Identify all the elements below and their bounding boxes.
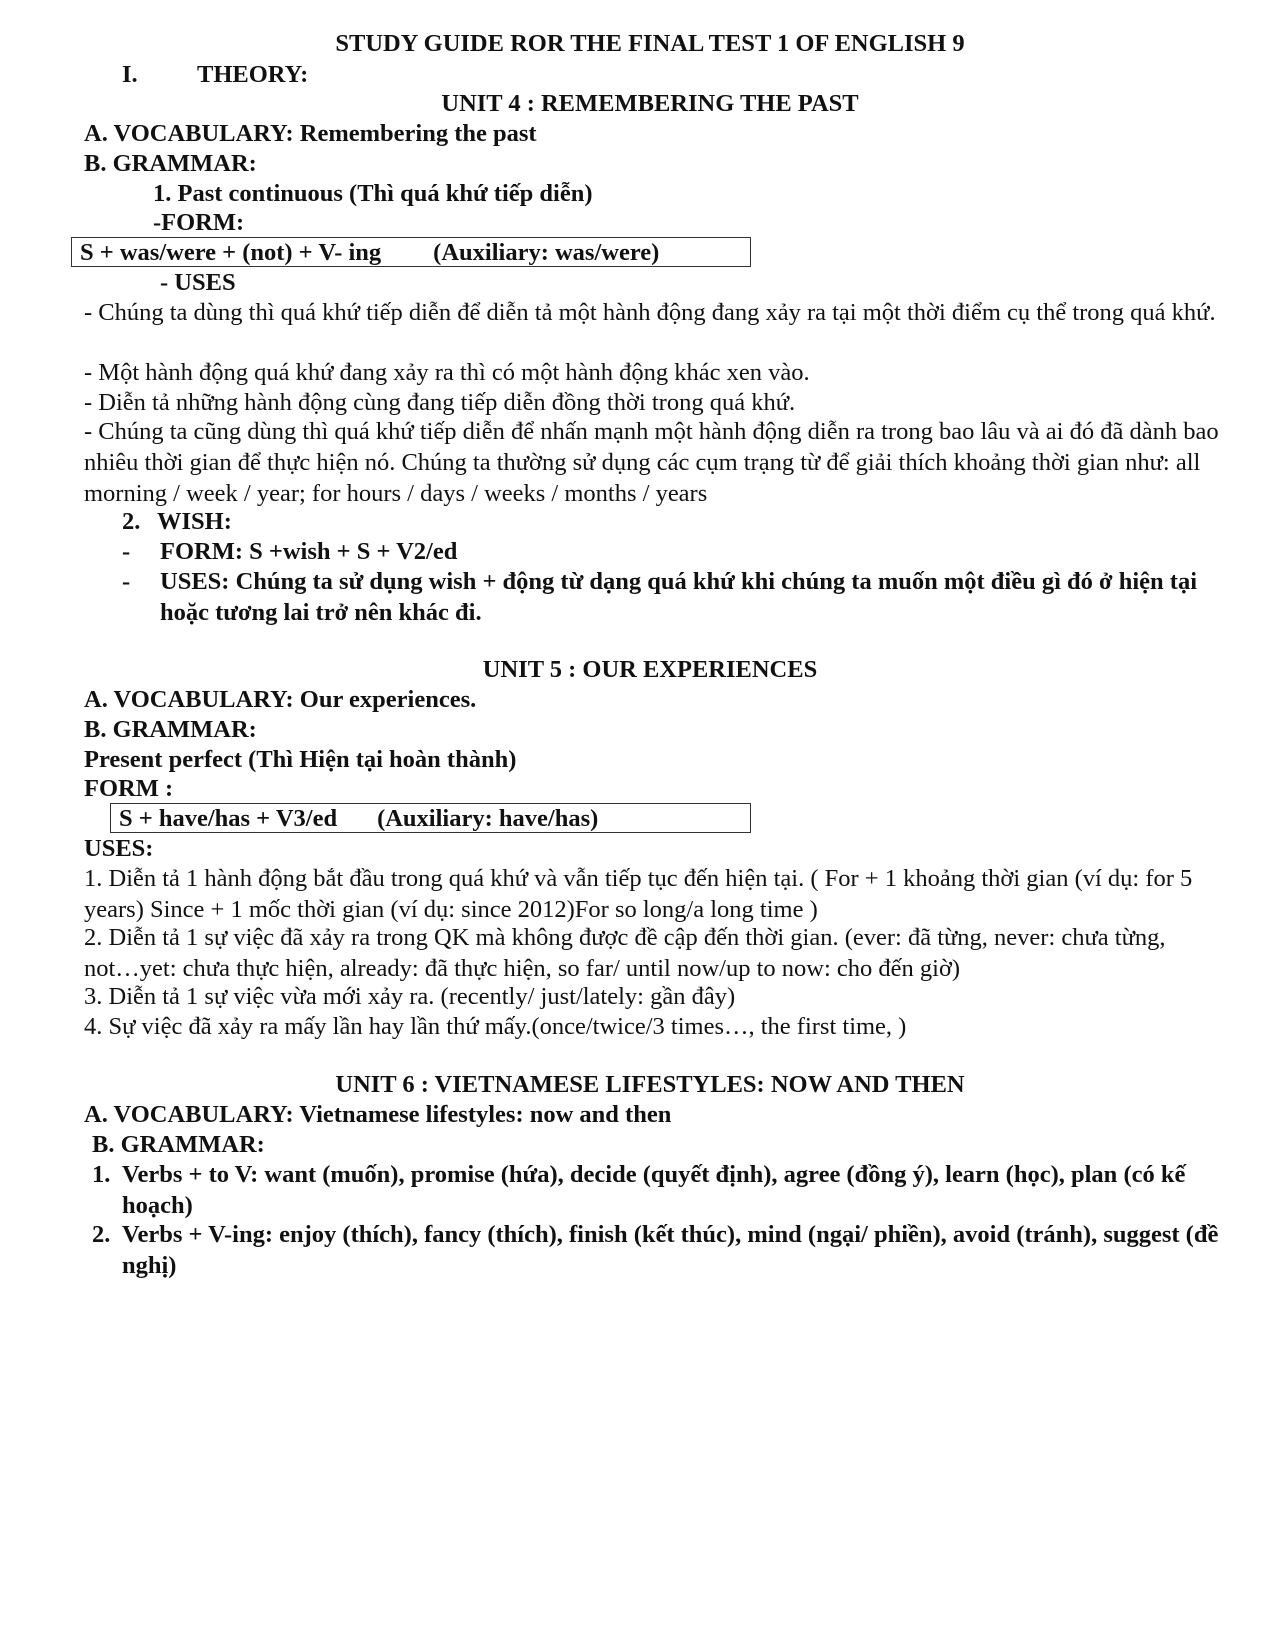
present-perfect-form-label: FORM :: [84, 775, 174, 802]
unit-6-grammar-label: B. GRAMMAR:: [92, 1131, 265, 1158]
present-perfect-formula: S + have/has + V3/ed: [119, 805, 338, 832]
past-continuous-auxiliary: (Auxiliary: was/were): [433, 239, 660, 266]
unit-6-heading: UNIT 6 : VIETNAMESE LIFESTYLES: NOW AND THEN: [335, 1071, 965, 1098]
section-label: THEORY:: [197, 61, 309, 88]
past-continuous-form-box: [71, 237, 751, 267]
present-perfect-use-3: 3. Diễn tả 1 sự việc vừa mới xảy ra. (recently/ just/lately: gần đây): [84, 983, 736, 1010]
present-perfect-use-4: 4. Sự việc đã xảy ra mấy lần hay lần thứ mấy.(once/twice/3 times…, the first time, ): [84, 1013, 907, 1040]
past-continuous-use-1: - Chúng ta dùng thì quá khứ tiếp diễn để diễn tả một hành động đang xảy ra tại một thời điểm cụ thể trong quá khứ.: [84, 299, 1216, 326]
past-continuous-formula: S + was/were + (not) + V- ing: [80, 239, 382, 266]
past-continuous-form-label: -FORM:: [153, 209, 245, 236]
document-title: STUDY GUIDE ROR THE FINAL TEST 1 OF ENGLISH 9: [335, 30, 965, 57]
verb-pattern-text: Verbs + to V: want (muốn), promise (hứa), decide (quyết định), agree (đồng ý), learn (học), plan (có kế hoạch): [122, 1161, 1186, 1219]
past-continuous-use-2: - Một hành động quá khứ đang xảy ra thì có một hành động khác xen vào.: [84, 359, 810, 386]
present-perfect-use-2: 2. Diễn tả 1 sự việc đã xảy ra trong QK mà không được đề cập đến thời gian. (ever: đã từng, never: chưa từng, not…yet: chưa thực hiện, already: đã thực hiện, so far/ until now/up to now: cho đến giờ): [84, 924, 1166, 982]
unit-4-vocabulary: A. VOCABULARY: Remembering the past: [84, 120, 537, 147]
unit-6-vocabulary: A. VOCABULARY: Vietnamese lifestyles: now and then: [84, 1101, 672, 1128]
past-continuous-use-4: - Chúng ta cũng dùng thì quá khứ tiếp diễn để nhấn mạnh một hành động diễn ra trong bao lâu và ai đó đã dành bao nhiêu thời gian để thực hiện nó. Chúng ta thường sử dụng các cụm trạng từ để giải thích khoảng thời gian như: all morning / week / year; for hours / days / weeks / months / years: [84, 418, 1219, 507]
verb-pattern-number: 1.: [92, 1161, 111, 1188]
unit-5-grammar-label: B. GRAMMAR:: [84, 716, 257, 743]
past-continuous-title: 1. Past continuous (Thì quá khứ tiếp diễn): [153, 180, 593, 207]
present-perfect-title: Present perfect (Thì Hiện tại hoàn thành): [84, 746, 517, 773]
present-perfect-auxiliary: (Auxiliary: have/has): [377, 805, 599, 832]
present-perfect-use-1: 1. Diễn tả 1 hành động bắt đầu trong quá khứ và vẫn tiếp tục đến hiện tại. ( For + 1 khoảng thời gian (ví dụ: for 5 years) Since + 1 mốc thời gian (ví dụ: since 2012)For so long/a long time ): [84, 865, 1193, 923]
unit-4-grammar-label: B. GRAMMAR:: [84, 150, 257, 177]
unit-4-heading: UNIT 4 : REMEMBERING THE PAST: [441, 90, 859, 117]
present-perfect-uses-label: USES:: [84, 835, 154, 862]
section-number: I.: [122, 61, 138, 88]
present-perfect-form-box: [110, 803, 751, 833]
wish-number: 2.: [122, 508, 141, 535]
wish-uses: USES: Chúng ta sử dụng wish + động từ dạng quá khứ khi chúng ta muốn một điều gì đó ở hiện tại hoặc tương lai trở nên khác đi.: [160, 568, 1198, 626]
verb-pattern-text: Verbs + V-ing: enjoy (thích), fancy (thích), finish (kết thúc), mind (ngại/ phiền), avoid (tránh), suggest (đề nghị): [122, 1221, 1219, 1279]
wish-title: WISH:: [157, 508, 232, 535]
unit-5-vocabulary: A. VOCABULARY: Our experiences.: [84, 686, 477, 713]
past-continuous-use-3: - Diễn tả những hành động cùng đang tiếp diễn đồng thời trong quá khứ.: [84, 389, 796, 416]
verb-pattern-number: 2.: [92, 1221, 111, 1248]
wish-form: FORM: S +wish + S + V2/ed: [160, 538, 458, 565]
unit-5-heading: UNIT 5 : OUR EXPERIENCES: [482, 656, 818, 683]
document-page: STUDY GUIDE ROR THE FINAL TEST 1 OF ENGLISH 9 I. THEORY: UNIT 4 : REMEMBERING THE PAST A. VOCABULARY: Remembering the past B. GRAMMAR: 1. Past continuous (Thì quá khứ tiếp diễn) -FORM: S + was/were + (not) + V- ing (Auxiliary: was/were) - USES - Chúng ta dùng thì quá khứ tiếp diễn để diễn tả một hành động đang xảy ra tại một thời điểm cụ thể trong quá khứ. - Một hành động quá khứ đang xảy ra thì có một hành động khác xen vào. - Diễn tả những hành động cùng đang tiếp diễn đồng thời trong quá khứ. - Chúng ta cũng dùng thì quá khứ tiếp diễn để nhấn mạnh một hành động diễn ra trong bao lâu và ai đó đã dành bao nhiêu thời gian để thực hiện nó. Chúng ta thường sử dụng các cụm trạng từ để giải thích khoảng thời gian như: all morning / week / year; for hours / days / weeks / months / years 2. WISH: - FORM: S +wish + S + V2/ed - USES: Chúng ta sử dụng wish + động từ dạng quá khứ khi chúng ta muốn một điều gì đó ở hiện tại hoặc tương lai trở nên khác đi. UNIT 5 : OUR EXPERIENCES A. VOCABULARY: Our experiences. B. GRAMMAR: Present perfect (Thì Hiện tại hoàn thành) FORM : S + have/has + V3/ed (Auxiliary: have/has) USES: 1. Diễn tả 1 hành động bắt đầu trong quá khứ và vẫn tiếp tục đến hiện tại. ( For + 1 khoảng thời gian (ví dụ: for 5 years) Since + 1 mốc thời gian (ví dụ: since 2012)For so long/a long time ) 2. Diễn tả 1 sự việc đã xảy ra trong QK mà không được đề cập đến thời gian. (ever: đã từng, never: chưa từng, not…yet: chưa thực hiện, already: đã thực hiện, so far/ until now/up to now: cho đến giờ) 3. Diễn tả 1 sự việc vừa mới xảy ra. (recently/ just/lately: gần đây) 4. Sự việc đã xảy ra mấy lần hay lần thứ mấy.(once/twice/3 times…, the first time, ) UNIT 6 : VIETNAMESE LIFESTYLES: NOW AND THEN A. VOCABULARY: Vietnamese lifestyles: now and then B. GRAMMAR: 1. Verbs + to V: want (muốn), promise (hứa), decide (quyết định), agree (đồng ý), learn (học), plan (có kế hoạch) 2. Verbs + V-ing: enjoy (thích), fancy (thích), finish (kết thúc), mind (ngại/ phiền), avoid (tránh), suggest (đề nghị): [0, 0, 1275, 1650]
past-continuous-uses-label: - USES: [160, 269, 236, 296]
